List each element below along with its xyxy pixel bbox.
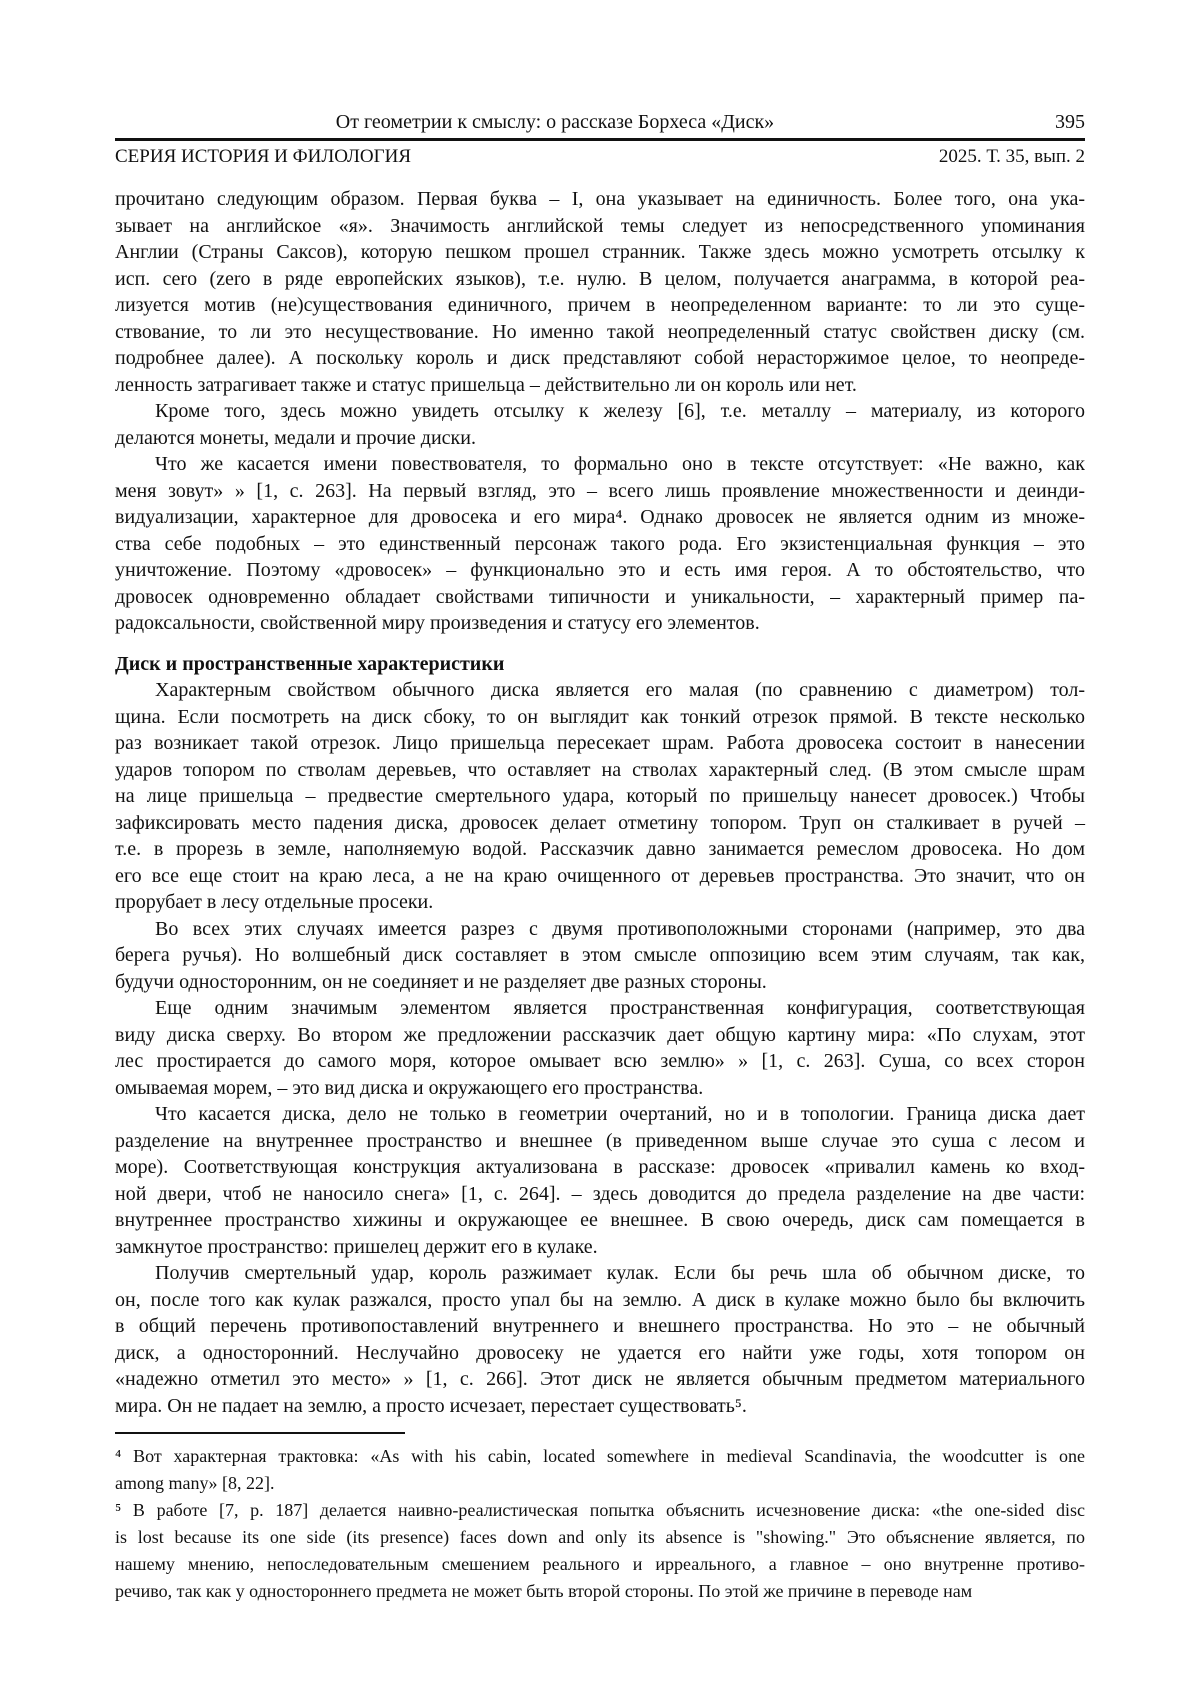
text-line: берега ручья). Но волшебный диск составляет в этом смысле оппозицию всем этим случаям, так как,: [115, 944, 1085, 966]
running-title: От геометрии к смыслу: о рассказе Борхеса «Диск»: [335, 111, 775, 133]
series-title: СЕРИЯ ИСТОРИЯ И ФИЛОЛОГИЯ: [115, 146, 412, 167]
text-line: Англии (Страны Саксов), которую пешком прошел странник. Также здесь можно усмотреть отсылку к: [115, 241, 1085, 263]
text-line: is lost because its one side (its presence) faces down and only its absence is "showing." Это объяснение является, по: [115, 1527, 1085, 1547]
text-line: омываемая морем, – это вид диска и окружающего его пространства.: [115, 1076, 704, 1099]
text-line: т.е. в прорезь в земле, наполняемую водой. Рассказчик давно занимается ремеслом дровосека. Но дом: [115, 838, 1085, 860]
text-line: «надежно отметил это место» » [1, с. 266]. Этот диск не является обычным предметом материального: [115, 1368, 1085, 1390]
text-line: ленность затрагивает также и статус пришельца – действительно ли он король или нет.: [115, 373, 857, 396]
footnotes-section: [115, 1432, 1085, 1605]
text-line: делаются монеты, медали и прочие диски.: [115, 426, 476, 449]
text-line: Получив смертельный удар, король разжимает кулак. Если бы речь шла об обычном диске, то: [155, 1262, 1085, 1284]
paragraph: [115, 995, 1085, 1101]
paragraph: [115, 1260, 1085, 1419]
text-line: разделение на внутреннее пространство и внешнее (в приведенном выше случае это суша с лесом и: [115, 1129, 1085, 1152]
text-line: прорубает в лесу отдельные просеки.: [115, 891, 434, 913]
text-line: ударов топором по стволам деревьев, что оставляет на стволах характерный след. (В этом смысле шрам: [115, 758, 1085, 781]
text-line: among many» [8, 22].: [115, 1473, 275, 1493]
paragraph: [115, 398, 1085, 451]
text-line: ствование, то ли это несуществование. Но именно такой неопределенный статус свойствен диску (см.: [115, 320, 1085, 343]
text-line: на лице пришельца – предвестие смертельного удара, который по пришельцу нанесет дровосек.) Чтобы: [115, 785, 1085, 807]
text-line: его все еще стоит на краю леса, а не на краю очищенного от деревьев пространства. Это значит, что он: [115, 864, 1085, 887]
footnote: [115, 1497, 1085, 1605]
text-line: замкнутое пространство: пришелец держит его в кулаке.: [115, 1235, 598, 1258]
text-line: Во всех этих случаях имеется разрез с двумя противоположными сторонами (например, это два: [155, 917, 1085, 940]
text-line: меня зовут» » [1, с. 263]. На первый взгляд, это – всего лишь проявление множественности и деинди-: [115, 479, 1085, 502]
footnote-rule: [115, 1432, 405, 1434]
text-line: дровосек одновременно обладает свойствами типичности и уникальности, – характерный пример па-: [115, 585, 1085, 608]
paragraph: [115, 916, 1085, 996]
text-line: внутреннее пространство хижины и окружающее ее внешнее. В свою очередь, диск сам помещается в: [115, 1209, 1085, 1231]
section-heading: Диск и пространственные характеристики: [115, 652, 505, 675]
text-line: Кроме того, здесь можно увидеть отсылку к железу [6], т.е. металлу – материалу, из которого: [155, 400, 1085, 422]
footnotes: [115, 1443, 1085, 1605]
text-line: щина. Если посмотреть на диск сбоку, то он выглядит как тонкий отрезок прямой. В тексте несколько: [115, 705, 1085, 728]
text-line: Характерным свойством обычного диска является его малая (по сравнению с диаметром) тол-: [155, 679, 1085, 701]
text-line: лизуется мотив (не)существования единичного, причем в неопределенном варианте: то ли это суще-: [115, 294, 1085, 316]
text-line: исп. cero (zero в ряде европейских языков), т.е. нулю. В целом, получается анаграмма, в которой реа-: [115, 267, 1085, 290]
text-line: нашему мнению, непоследовательным смешением реального и ирреального, а главное – оно внутренне противо-: [115, 1554, 1085, 1574]
text-line: виду диска сверху. Во втором же предложении рассказчик дает общую картину мира: «По слухам, этот: [115, 1023, 1085, 1046]
text-line: видуализации, характерное для дровосека и его мира⁴. Однако дровосек не является одним из множе-: [115, 506, 1085, 528]
text-line: в общий перечень противопоставлений внутреннего и внешнего пространства. Но это – не обычный: [115, 1315, 1085, 1337]
text-line: подробнее далее). А поскольку король и диск представляют собой нерасторжимое целое, то неопреде-: [115, 347, 1085, 369]
series-line: [115, 145, 1085, 169]
page-number: 395: [1055, 111, 1085, 133]
running-header: [115, 110, 1085, 135]
text-line: речиво, так как у одностороннего предмета не может быть второй стороны. По этой же причине в переводе нам: [115, 1581, 973, 1601]
text-line: лес простирается до самого моря, которое омывает всю землю» » [1, с. 263]. Суша, со всех сторон: [115, 1050, 1085, 1072]
text-line: прочитано следующим образом. Первая буква – I, она указывает на единичность. Более того, она ука-: [115, 188, 1085, 210]
footnote: [115, 1443, 1085, 1497]
paragraph: [115, 186, 1085, 398]
body-text: [115, 186, 1085, 1419]
text-line: ства себе подобных – это единственный персонаж такого рода. Его экзистенциальная функция – это: [115, 532, 1085, 555]
text-line: диск, а односторонний. Неслучайно дровосеку не удается его найти уже годы, хотя топором он: [115, 1341, 1085, 1364]
text-line: уничтожение. Поэтому «дровосек» – функционально это и есть имя героя. А то обстоятельство, что: [115, 559, 1085, 581]
text-line: ной двери, чтоб не наносило снега» [1, с. 264]. – здесь доводится до предела разделение на две части:: [115, 1182, 1085, 1205]
header-rule: [115, 138, 1085, 141]
text-line: море). Соответствующая конструкция актуализована в рассказе: дровосек «привалил камень ко вход-: [115, 1156, 1085, 1178]
text-line: будучи односторонним, он не соединяет и не разделяет две разных стороны.: [115, 970, 767, 993]
text-line: ⁵ В работе [7, p. 187] делается наивно-реалистическая попытка объяснить исчезновение диска: «the one-sided disc: [115, 1500, 1085, 1520]
paragraph: [115, 1101, 1085, 1260]
text-line: он, после того как кулак разжался, просто упал бы на землю. А диск в кулаке можно было бы включить: [115, 1288, 1085, 1311]
text-line: Что касается диска, дело не только в геометрии очертаний, но и в топологии. Граница диска дает: [155, 1103, 1085, 1125]
text-line: раз возникает такой отрезок. Лицо пришельца пересекает шрам. Работа дровосека состоит в нанесении: [115, 732, 1085, 754]
issue-info: 2025. Т. 35, вып. 2: [938, 146, 1085, 167]
text-line: зафиксировать место падения диска, дровосек делает отметину топором. Труп он сталкивает в ручей –: [115, 811, 1085, 834]
paragraph: [115, 451, 1085, 637]
text-line: радоксальности, свойственной миру произведения и статусу его элементов.: [115, 612, 760, 634]
text-line: Еще одним значимым элементом является пространственная конфигурация, соответствующая: [155, 997, 1085, 1019]
text-line: Что же касается имени повествователя, то формально оно в тексте отсутствует: «Не важно, как: [155, 453, 1085, 475]
paragraph: [115, 677, 1085, 916]
text-line: зывает на английское «я». Значимость английской темы следует из непосредственного упоминания: [115, 214, 1085, 237]
text-line: мира. Он не падает на землю, а просто исчезает, перестает существовать⁵.: [115, 1394, 747, 1417]
text-line: ⁴ Вот характерная трактовка: «As with his cabin, located somewhere in medieval Scandinavia, the woodcutter is one: [115, 1446, 1085, 1466]
